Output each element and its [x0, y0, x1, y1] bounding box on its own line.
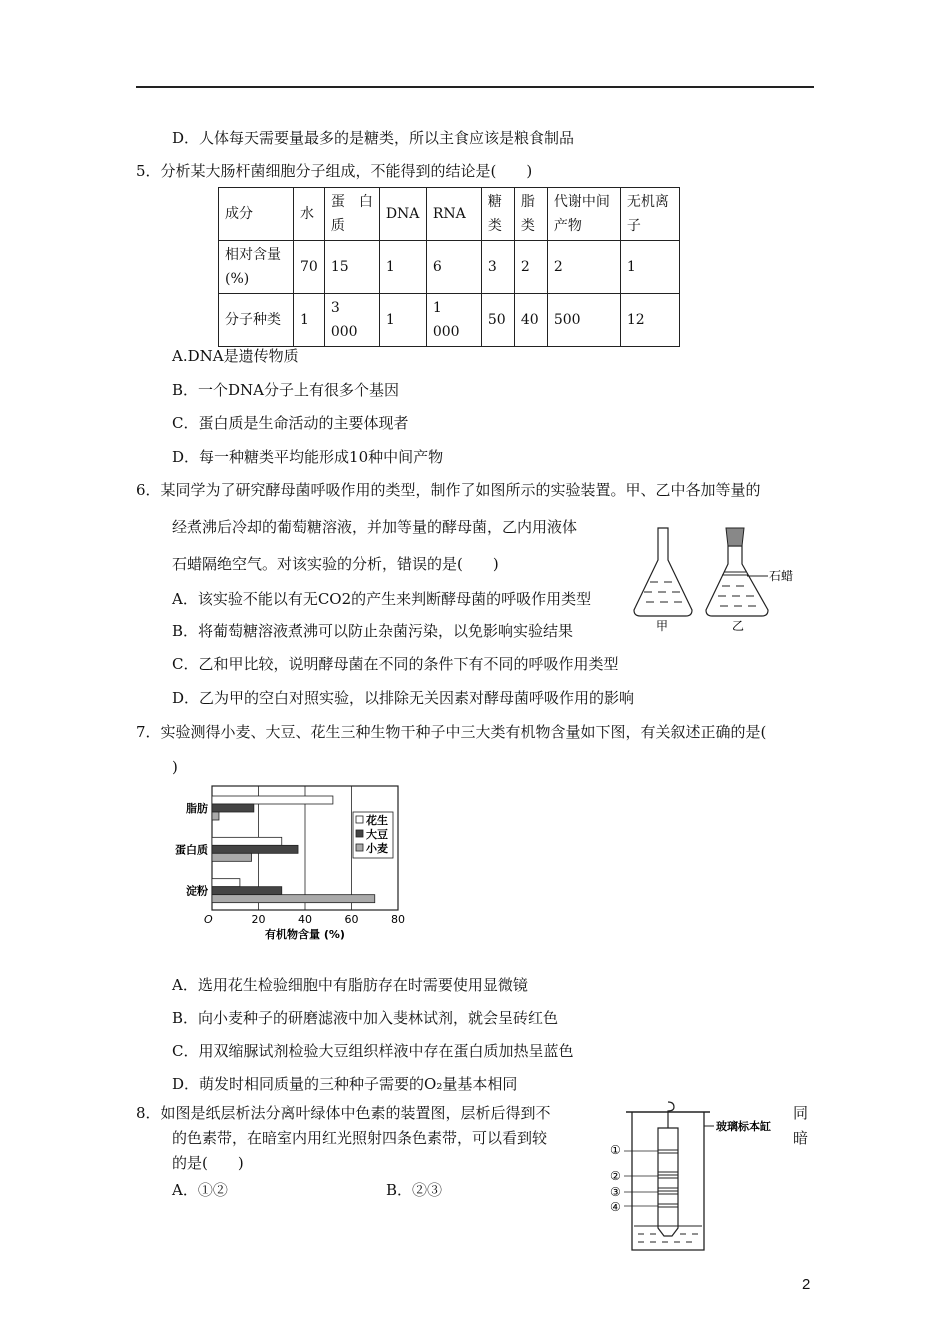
q6-option-b: B．将葡萄糖溶液煮沸可以防止杂菌污染，以免影响实验结果: [172, 622, 574, 640]
legend-swatch: [356, 816, 363, 823]
table-row: [219, 241, 680, 294]
q7-option-d: D．萌发时相同质量的三种种子需要的O₂量基本相同: [172, 1075, 518, 1093]
table-cell: 12: [620, 294, 679, 347]
x-tick-label: 80: [391, 913, 405, 926]
table-cell: 500: [547, 294, 620, 347]
q8-stem-line1: 8．如图是纸层析法分离叶绿体中色素的装置图，层析后得到不: [136, 1104, 551, 1122]
table-cell: 脂类: [514, 188, 547, 241]
flask-yi-label: 乙: [732, 619, 745, 632]
category-label: 淀粉: [186, 884, 208, 898]
band-label-2: ②: [610, 1169, 621, 1183]
q7-stem-line1: 7．实验测得小麦、大豆、花生三种生物干种子中三大类有机物含量如下图，有关叙述正确的是(: [136, 723, 767, 741]
table-cell: 6: [426, 241, 481, 294]
table-cell: 15: [324, 241, 379, 294]
q6-option-c: C．乙和甲比较，说明酵母菌在不同的条件下有不同的呼吸作用类型: [172, 655, 619, 673]
legend-swatch: [356, 830, 363, 837]
chart-categories: [175, 801, 208, 898]
hook-icon: [668, 1102, 674, 1128]
q5-option-a: A.DNA是遗传物质: [172, 347, 299, 365]
organic-content-bar-chart: [160, 780, 420, 945]
q5-stem: 5．分析某大肠杆菌细胞分子组成，不能得到的结论是( ): [136, 162, 533, 180]
table-header-row: [219, 188, 680, 241]
table-row: [219, 294, 680, 347]
table-cell: 糖类: [481, 188, 514, 241]
q5-option-c: C．蛋白质是生命活动的主要体现者: [172, 414, 409, 432]
table-cell: 1 000: [426, 294, 481, 347]
filter-paper-strip: [658, 1128, 678, 1236]
glass-jar-label: 玻璃标本缸: [716, 1120, 771, 1133]
chart-x-ticks: [252, 913, 406, 926]
q7-stem-line2: ): [172, 758, 178, 776]
q4-option-d: D．人体每天需要量最多的是糖类，所以主食应该是粮食制品: [172, 129, 575, 147]
table-cell: 分子种类: [219, 294, 294, 347]
table-cell: 1: [294, 294, 325, 347]
table-cell: 2: [514, 241, 547, 294]
chart-x-axis-label: 有机物含量 (%): [265, 928, 345, 941]
table-cell: 水: [294, 188, 325, 241]
x-tick-label: 40: [298, 913, 312, 926]
table-cell: 代谢中间产物: [547, 188, 620, 241]
bar-小麦-蛋白质: [212, 853, 252, 861]
band-label-3: ③: [610, 1185, 621, 1199]
table-cell: 1: [379, 294, 426, 347]
q6-stem-line3: 石蜡隔绝空气。对该实验的分析，错误的是( ): [172, 555, 499, 573]
x-tick-label: 60: [344, 913, 359, 926]
q8-stem-line1-end: 同: [793, 1104, 809, 1122]
q6-option-d: D．乙为甲的空白对照实验，以排除无关因素对酵母菌呼吸作用的影响: [172, 689, 635, 707]
legend-swatch: [356, 844, 363, 851]
chart-origin-label: O: [204, 913, 213, 926]
q5-option-d: D．每一种糖类平均能形成10种中间产物: [172, 448, 444, 466]
table-cell: RNA: [426, 188, 481, 241]
legend-label: 小麦: [366, 842, 388, 855]
bar-小麦-淀粉: [212, 895, 375, 903]
composition-table: [218, 187, 680, 347]
category-label: 脂肪: [186, 802, 208, 815]
bar-小麦-脂肪: [212, 812, 219, 820]
q8-option-b: B．②③: [386, 1181, 443, 1199]
chart-legend: [353, 812, 393, 858]
chart-bars: [212, 796, 375, 903]
q7-option-b: B．向小麦种子的研磨滤液中加入斐林试剂，就会呈砖红色: [172, 1009, 559, 1027]
table-cell: 1: [620, 241, 679, 294]
bar-花生-淀粉: [212, 879, 240, 887]
table-cell: 3 000: [324, 294, 379, 347]
table-cell: 成分: [219, 188, 294, 241]
table-cell: 1: [379, 241, 426, 294]
table-cell: 50: [481, 294, 514, 347]
q8-stem-line2: 的色素带，在暗室内用红光照射四条色素带，可以看到较: [172, 1129, 548, 1147]
legend-label: 花生: [366, 814, 388, 827]
bar-大豆-淀粉: [212, 887, 282, 895]
stopper-icon: [726, 528, 744, 546]
flask-jia-label: 甲: [656, 619, 669, 632]
q8-option-a: A．①②: [172, 1181, 228, 1199]
page-number: 2: [802, 1276, 811, 1293]
band-pointers: [624, 1151, 658, 1206]
table-cell: 3: [481, 241, 514, 294]
q6-stem-line1: 6．某同学为了研究酵母菌呼吸作用的类型，制作了如图所示的实验装置。甲、乙中各加等量的: [136, 481, 761, 499]
header-rule: [136, 86, 814, 88]
q5-option-b: B．一个DNA分子上有很多个基因: [172, 381, 400, 399]
q6-option-a: A．该实验不能以有无CO2的产生来判断酵母菌的呼吸作用类型: [172, 590, 592, 608]
table-cell: DNA: [379, 188, 426, 241]
table-cell: 无机离子: [620, 188, 679, 241]
table-cell: 蛋 白质: [324, 188, 379, 241]
band-label-4: ④: [610, 1200, 621, 1214]
paraffin-layer: [722, 572, 748, 575]
bar-大豆-蛋白质: [212, 845, 298, 853]
x-tick-label: 20: [251, 913, 266, 926]
legend-label: 大豆: [366, 828, 388, 841]
solution-marks-jia: [644, 582, 682, 602]
flask-jia-icon: [634, 528, 692, 616]
bar-花生-脂肪: [212, 796, 333, 804]
bar-花生-蛋白质: [212, 837, 282, 845]
q6-stem-line2: 经煮沸后冷却的葡萄糖溶液，并加等量的酵母菌，乙内用液体: [172, 518, 578, 536]
q7-option-c: C．用双缩脲试剂检验大豆组织样液中存在蛋白质加热呈蓝色: [172, 1042, 574, 1060]
table-cell: 40: [514, 294, 547, 347]
table-cell: 相对含量(%): [219, 241, 294, 294]
solution-marks-yi: [718, 586, 756, 606]
q8-stem-line3: 的是( ): [172, 1154, 244, 1172]
table-cell: 2: [547, 241, 620, 294]
paraffin-label: 石蜡: [769, 569, 794, 583]
q7-option-a: A．选用花生检验细胞中有脂肪存在时需要使用显微镜: [172, 976, 528, 994]
flask-apparatus-figure: [630, 520, 800, 632]
bar-大豆-脂肪: [212, 804, 254, 812]
table-cell: 70: [294, 241, 325, 294]
band-label-1: ①: [610, 1143, 621, 1157]
q8-stem-line2-end: 暗: [793, 1129, 809, 1147]
chromatography-apparatus-figure: [608, 1098, 808, 1254]
category-label: 蛋白质: [175, 843, 208, 857]
